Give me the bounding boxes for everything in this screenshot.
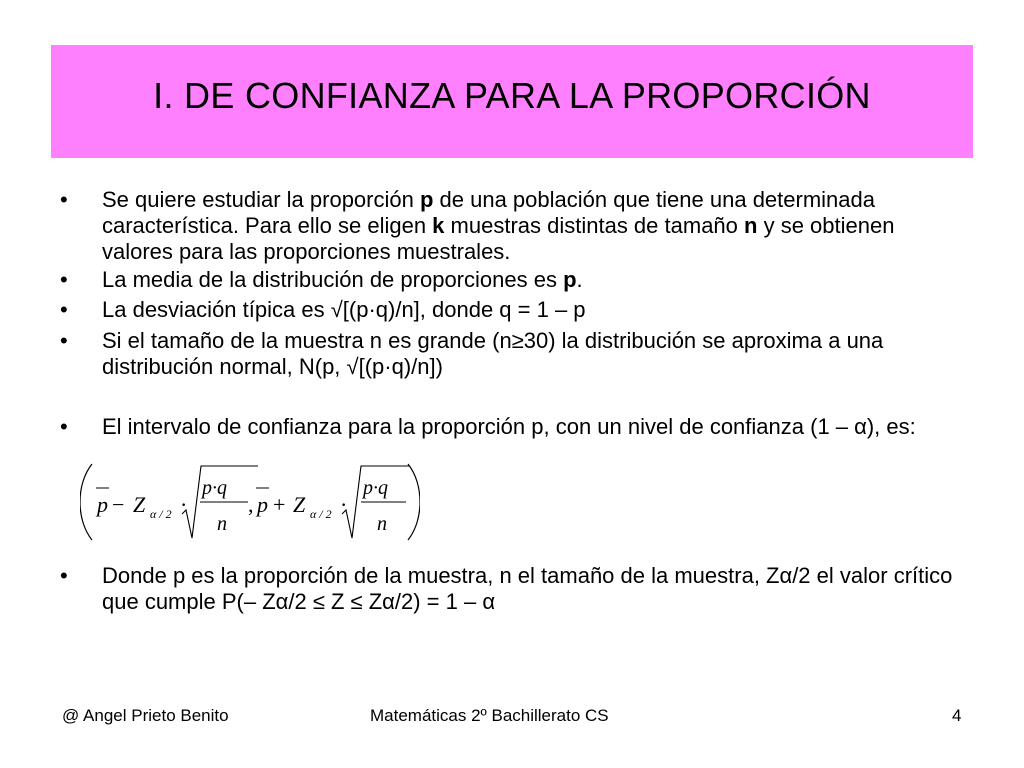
footer-course: Matemáticas 2º Bachillerato CS [370,706,609,725]
z-subscript: α / 2 [310,507,332,521]
left-paren [80,464,92,540]
bullet-item [60,328,965,380]
bullet-item [60,414,965,440]
z-symbol: Z [293,492,306,517]
bullet-marker: • [60,297,68,322]
footer-page-number: 4 [952,706,962,725]
minus-sign: − [112,492,125,517]
fraction-denominator: n [377,513,387,535]
bullet-text: La desviación típica es √[(p·q)/n], donde q = 1 – p [102,297,586,322]
bullet-text: El intervalo de confianza para la proporción p, con un nivel de confianza (1 – α), es: [102,414,916,439]
fraction-denominator: n [217,513,227,535]
bullet-marker: • [60,187,68,212]
multiply-dot: · [180,492,188,517]
z-symbol: Z [133,492,146,517]
bullet-text: Si el tamaño de la muestra n es grande (n≥30) la distribución se aproxima a una distribución normal, N(p, √[(p·q)/n]) [102,328,884,379]
bullet-marker: • [60,328,68,353]
bullet-marker: • [60,414,68,439]
bullet-marker: • [60,267,68,292]
p-symbol: p [97,492,108,517]
bullet-text: Donde p es la proporción de la muestra, n el tamaño de la muestra, Zα/2 el valor crítico que cumple P(– Zα/2 ≤ Z ≤ Zα/2) = 1 – α [102,563,953,614]
bullet-text: Se quiere estudiar la proporción p de una población que tiene una determinada característica. Para ello se eligen k muestras distintas de tamaño n y se obtienen valores para las proporciones muestrales. [102,187,895,264]
bullet-item [60,267,965,293]
p-symbol: p [257,492,268,517]
multiply-dot: · [340,492,348,517]
z-subscript: α / 2 [150,507,172,521]
bullet-text: La media de la distribución de proporciones es p. [102,267,583,292]
plus-sign: + [273,492,286,517]
confidence-interval-formula [80,462,420,542]
footer-author: @ Angel Prieto Benito [62,706,229,725]
right-paren [408,464,420,540]
slide-title: I. DE CONFIANZA PARA LA PROPORCIÓN [153,75,871,116]
comma: , [248,492,254,517]
bullet-marker: • [60,563,68,588]
fraction-numerator: p·q [202,477,227,499]
bullet-item [60,187,965,265]
bullet-item [60,563,965,615]
bullet-item [60,297,965,323]
fraction-numerator: p·q [363,477,388,499]
